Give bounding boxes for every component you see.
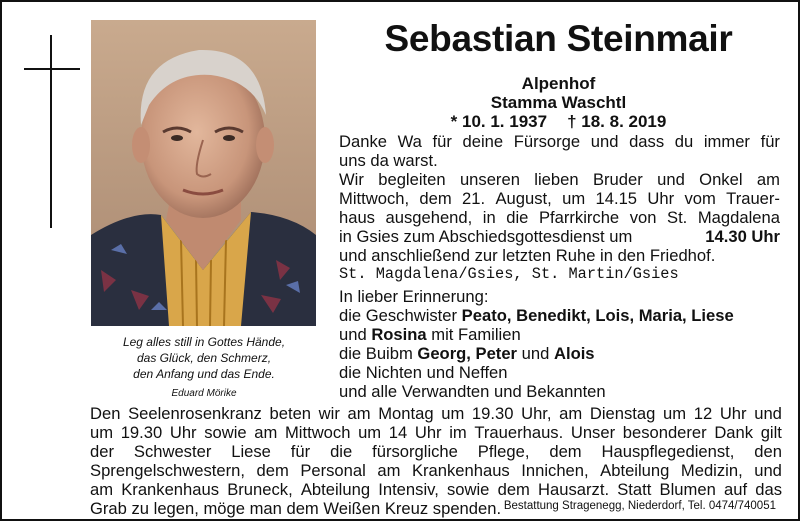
word: das bbox=[755, 480, 782, 499]
word: für bbox=[760, 132, 780, 151]
word: um bbox=[358, 423, 382, 442]
word: auf bbox=[723, 480, 748, 499]
word: Personal bbox=[300, 461, 366, 480]
word: Bruneck, bbox=[227, 480, 293, 499]
word: am bbox=[90, 480, 114, 499]
thanks-line: uns da warst. bbox=[339, 151, 438, 170]
portrait-photo bbox=[91, 20, 316, 326]
word: 14.15 bbox=[595, 189, 638, 208]
word: die bbox=[506, 208, 529, 227]
word: in bbox=[482, 208, 496, 227]
word: Danke bbox=[339, 132, 387, 151]
and-word: und bbox=[339, 325, 367, 344]
word: fürsorgliche bbox=[372, 442, 458, 461]
birth-date: * 10. 1. 1937 bbox=[450, 112, 548, 131]
word: Bruder bbox=[592, 170, 643, 189]
word: dass bbox=[629, 132, 665, 151]
word: Uhr, bbox=[521, 404, 552, 423]
word: Trauerhaus. bbox=[474, 423, 564, 442]
word: Onkel bbox=[699, 170, 743, 189]
families-word: mit Familien bbox=[431, 325, 521, 344]
quote-line: den Anfang und das Ende. bbox=[133, 367, 275, 381]
word: Wa bbox=[397, 132, 422, 151]
bottom-line bbox=[90, 461, 782, 480]
siblings-names: Peato, Benedikt, Lois, Maria, Liese bbox=[461, 306, 734, 325]
word: Uhr bbox=[414, 423, 442, 442]
quote-line: Leg alles still in Gottes Hände, bbox=[122, 335, 286, 349]
bottom-line bbox=[90, 442, 782, 461]
word: sowie bbox=[204, 423, 247, 442]
word: Uhr bbox=[647, 189, 675, 208]
funeral-line bbox=[339, 208, 780, 227]
places-line: St. Magdalena/Gsies, St. Martin/Gsies bbox=[339, 265, 679, 283]
word: Uhr bbox=[169, 423, 197, 442]
cross-icon-bar bbox=[24, 68, 80, 70]
word: Hauspflegedienst, bbox=[601, 442, 735, 461]
word: für bbox=[432, 132, 452, 151]
service-time: 14.30 Uhr bbox=[705, 227, 780, 246]
word: um bbox=[562, 189, 586, 208]
funeral-line: und anschließend zur letzten Ruhe in den Friedhof. bbox=[339, 246, 716, 265]
word: sowie bbox=[446, 480, 490, 499]
word: Krankenhaus bbox=[121, 480, 220, 499]
word: um bbox=[663, 404, 687, 423]
word: am bbox=[756, 170, 780, 189]
siblings-prefix: die Geschwister bbox=[339, 306, 458, 325]
word: im bbox=[449, 423, 467, 442]
funeral-text: in Gsies zum Abschiedsgottesdienst um bbox=[339, 227, 633, 246]
word: Intensiv, bbox=[378, 480, 439, 499]
word: Abteilung bbox=[600, 461, 670, 480]
bottom-line bbox=[90, 480, 782, 499]
word: 19.30 bbox=[471, 404, 514, 423]
siblings-line bbox=[339, 306, 734, 325]
word: am bbox=[559, 404, 583, 423]
word: Liese bbox=[231, 442, 271, 461]
bottom-line: Grab zu legen, möge man dem Weißen Kreuz spenden. bbox=[90, 499, 502, 518]
word: und bbox=[754, 461, 782, 480]
quote-author: Eduard Mörike bbox=[171, 388, 237, 399]
word: den bbox=[754, 442, 782, 461]
word: am bbox=[347, 404, 371, 423]
word: Mittwoch bbox=[284, 423, 351, 442]
word: Den bbox=[90, 404, 121, 423]
memory-intro: In lieber Erinnerung: bbox=[339, 287, 489, 306]
word: Dank bbox=[714, 423, 754, 442]
word: 12 bbox=[693, 404, 713, 423]
word: Statt bbox=[617, 480, 652, 499]
word: Blumen bbox=[659, 480, 716, 499]
word: Dienstag bbox=[589, 404, 656, 423]
word: 19.30 bbox=[120, 423, 163, 442]
word: die bbox=[330, 442, 353, 461]
word: Abteilung bbox=[300, 480, 371, 499]
death-date: † 18. 8. 2019 bbox=[567, 112, 667, 131]
funeral-home-credit: Bestattung Stragenegg, Niederdorf, Tel. 0474/740051 bbox=[503, 500, 776, 512]
word: Fürsorge bbox=[513, 132, 581, 151]
word: immer bbox=[703, 132, 750, 151]
farm-name: Alpenhof bbox=[521, 74, 596, 93]
word: Pfarrkirche bbox=[538, 208, 620, 227]
word: und bbox=[657, 170, 685, 189]
word: und bbox=[590, 132, 619, 151]
word: deine bbox=[462, 132, 504, 151]
buibm-names: Georg, Peter bbox=[417, 344, 518, 363]
word: dem bbox=[256, 461, 289, 480]
word: Wir bbox=[339, 170, 364, 189]
word: unseren bbox=[459, 170, 520, 189]
word: dem bbox=[419, 189, 452, 208]
word: Krankenhaus bbox=[411, 461, 510, 480]
life-dates bbox=[337, 112, 780, 131]
word: um bbox=[441, 404, 465, 423]
bottom-line bbox=[90, 404, 782, 423]
word: Innichen, bbox=[521, 461, 589, 480]
cross-icon bbox=[50, 35, 52, 228]
word: und bbox=[754, 404, 782, 423]
word: ausgehend, bbox=[385, 208, 473, 227]
quote-block bbox=[92, 334, 316, 402]
siblings-line-2 bbox=[339, 325, 521, 344]
nieces-line: die Nichten und Neffen bbox=[339, 363, 508, 382]
word: Pflege, bbox=[477, 442, 530, 461]
word: gilt bbox=[760, 423, 782, 442]
word: beten bbox=[269, 404, 312, 423]
word: St. bbox=[667, 208, 688, 227]
word: Seelenrosenkranz bbox=[128, 404, 262, 423]
word: um bbox=[90, 423, 114, 442]
quote-line: das Glück, den Schmerz, bbox=[136, 351, 272, 365]
buibm-line bbox=[339, 344, 595, 363]
word: vom bbox=[684, 189, 716, 208]
word: du bbox=[674, 132, 694, 151]
word: Uhr bbox=[719, 404, 747, 423]
word: 21. bbox=[462, 189, 486, 208]
house-name: Stamma Waschtl bbox=[490, 93, 627, 112]
word: für bbox=[290, 442, 311, 461]
word: 14 bbox=[388, 423, 408, 442]
word: dem bbox=[497, 480, 530, 499]
bottom-line bbox=[90, 423, 782, 442]
word: am bbox=[377, 461, 401, 480]
word: Schwester bbox=[133, 442, 212, 461]
funeral-line bbox=[339, 227, 780, 246]
word: Sprengelschwestern, bbox=[90, 461, 245, 480]
deceased-name: Sebastian Steinmair bbox=[384, 18, 733, 59]
funeral-line bbox=[339, 170, 780, 189]
word: haus bbox=[339, 208, 375, 227]
word: der bbox=[90, 442, 114, 461]
sibling-last: Rosina bbox=[371, 325, 427, 344]
and-word: und bbox=[521, 344, 550, 363]
word: am bbox=[254, 423, 278, 442]
buibm-prefix: die Buibm bbox=[339, 344, 413, 363]
word: wir bbox=[318, 404, 340, 423]
word: lieben bbox=[534, 170, 579, 189]
funeral-line bbox=[339, 189, 780, 208]
thanks-line bbox=[339, 132, 780, 151]
word: Hausarzt. bbox=[538, 480, 610, 499]
word: von bbox=[629, 208, 657, 227]
word: Trauer- bbox=[726, 189, 780, 208]
word: Magdalena bbox=[697, 208, 780, 227]
buibm-last: Alois bbox=[553, 344, 595, 363]
word: August, bbox=[495, 189, 552, 208]
word: Unser bbox=[570, 423, 616, 442]
relatives-line: und alle Verwandten und Bekannten bbox=[339, 382, 606, 401]
word: dem bbox=[549, 442, 582, 461]
word: besonderer bbox=[622, 423, 707, 442]
word: Mittwoch, bbox=[339, 189, 410, 208]
word: begleiten bbox=[378, 170, 446, 189]
word: Montag bbox=[378, 404, 434, 423]
word: Medizin, bbox=[680, 461, 743, 480]
